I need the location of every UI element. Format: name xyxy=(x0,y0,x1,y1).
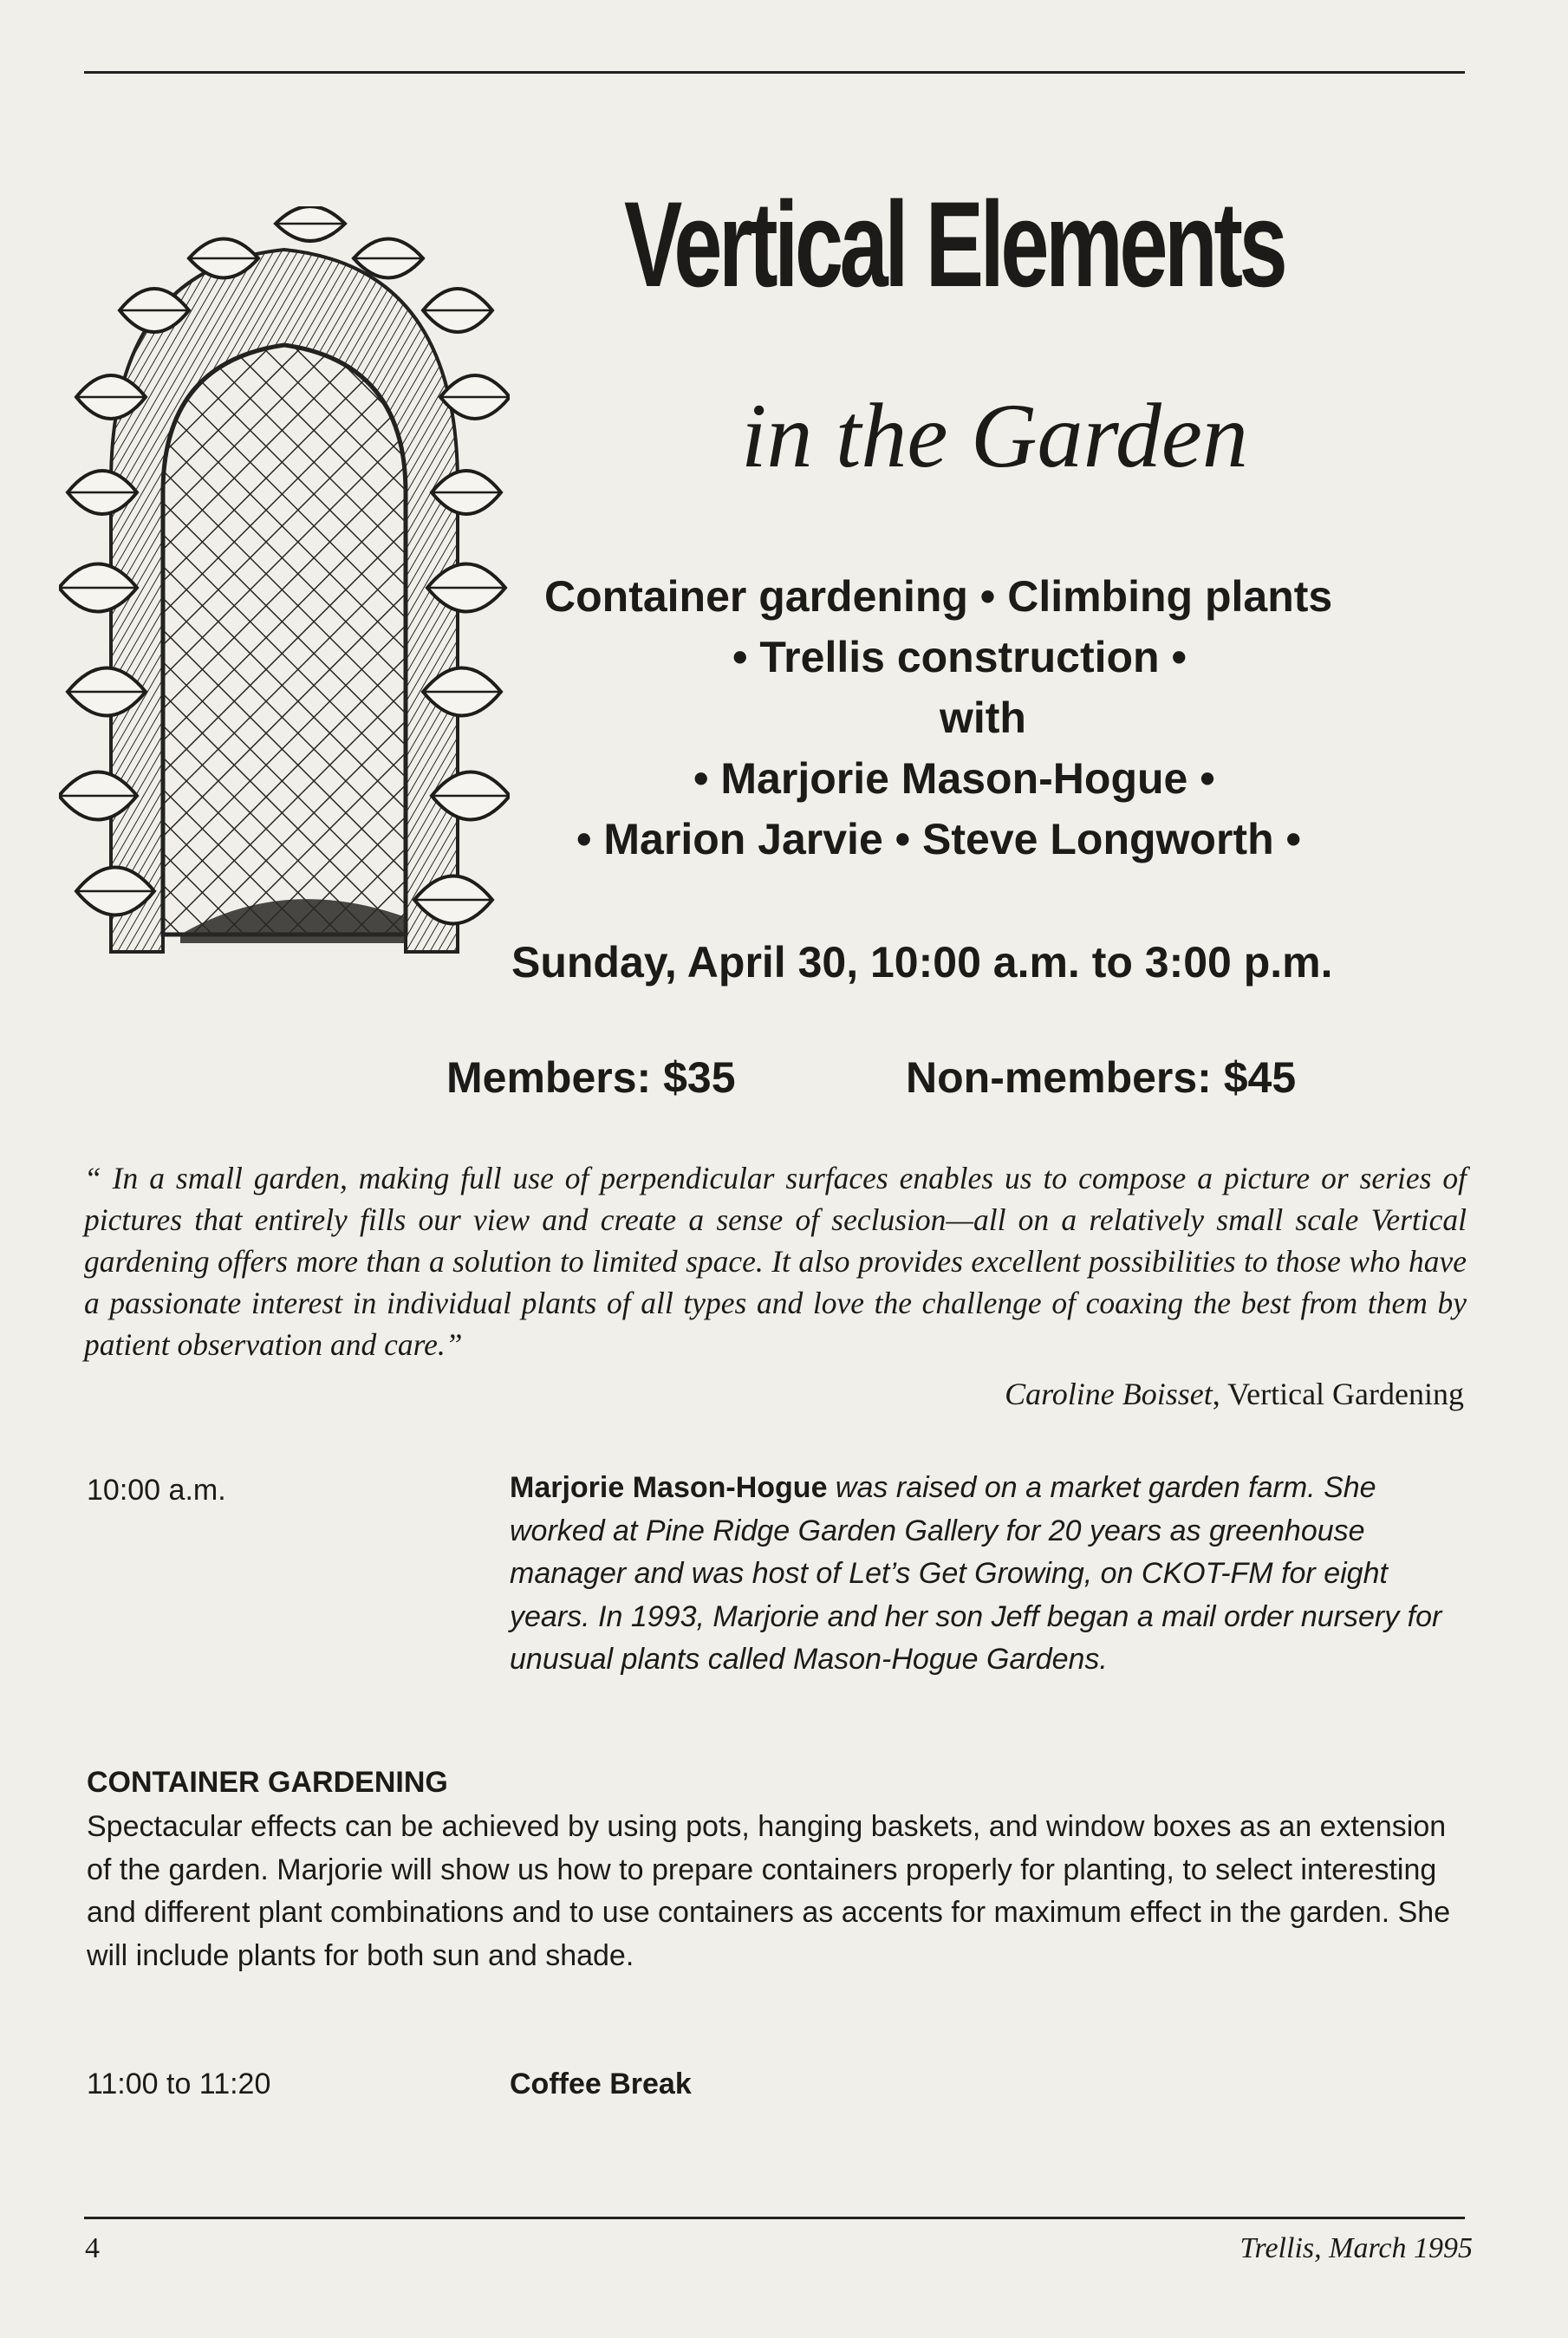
speaker-bio-name: Marjorie Mason-Hogue xyxy=(510,1471,828,1504)
quote-author: Caroline Boisset xyxy=(1005,1377,1213,1411)
quote-source: , Vertical Gardening xyxy=(1212,1377,1464,1411)
topics-line-2: • Trellis construction • xyxy=(732,633,1187,681)
pull-quote: “ In a small garden, making full use of perpendicular surfaces enables us to compose a picture or series of pictures that entirely fills our view and create a sense of seclusion—all on a relatively small scale Vertical gardening offers more than a solution to limited space. It also provides excellent possibilities to those who have a passionate interest in individual plants of all types and love the challenge of coaxing the best from them by patient observation and care.” xyxy=(84,1161,1467,1362)
schedule-time-1: 10:00 a.m. xyxy=(87,1474,226,1507)
speaker-bio xyxy=(510,1467,1467,1682)
top-rule xyxy=(84,71,1465,74)
publication-footer: Trellis, March 1995 xyxy=(1239,2232,1473,2264)
trellis-arch-illustration xyxy=(59,206,510,961)
section-body: Spectacular effects can be achieved by using pots, hanging baskets, and window boxes as an extension of the garden. Marjorie will show us how to prepare containers properly for planting, to select interesting and different plant combinations and to use containers as accents for maximum effect in the garden. She will include plants for both sun and shade. xyxy=(87,1810,1451,1972)
coffee-break-label: Coffee Break xyxy=(510,2068,692,2100)
event-date: Sunday, April 30, 10:00 a.m. to 3:00 p.m. xyxy=(511,938,1333,987)
page-number: 4 xyxy=(85,2232,100,2264)
with-label: with xyxy=(940,694,1026,742)
title-line-1: Vertical Elements xyxy=(624,176,1285,312)
speaker-line-2: • Marion Jarvie • Steve Longworth • xyxy=(576,815,1302,863)
topics-line-1: Container gardening • Climbing plants xyxy=(544,572,1333,621)
speaker-line-1: • Marjorie Mason-Hogue • xyxy=(693,754,1215,803)
title-line-2: in the Garden xyxy=(741,385,1248,486)
quote-attribution xyxy=(1005,1376,1464,1412)
members-price: Members: $35 xyxy=(446,1053,736,1102)
speaker-bio-text: was raised on a market garden farm. She worked at Pine Ridge Garden Gallery for 20 years as greenhouse manager and was host of Let’s Get Growing, on CKOT-FM for eight years. In 1993, Marjorie and her son Jeff began a mail order nursery for unusual plants called Mason-Hogue Gardens. xyxy=(510,1471,1442,1676)
schedule-time-2: 11:00 to 11:20 xyxy=(87,2068,271,2100)
bottom-rule xyxy=(84,2217,1465,2219)
non-members-price: Non-members: $45 xyxy=(906,1053,1297,1102)
section-heading: CONTAINER GARDENING xyxy=(87,1766,448,1799)
